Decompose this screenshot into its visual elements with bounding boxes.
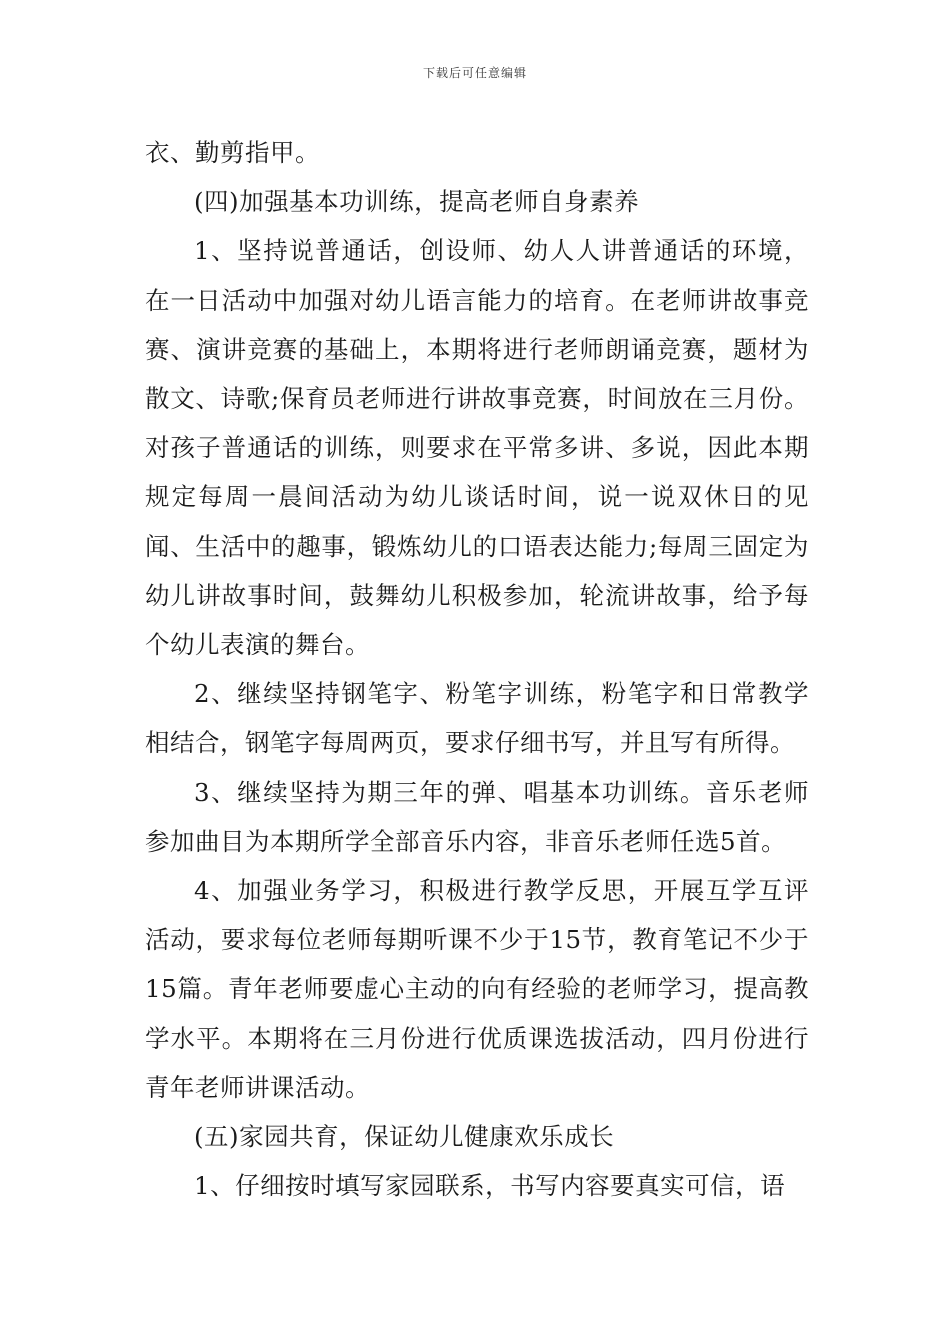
section-heading: (五)家园共育，保证幼儿健康欢乐成长 — [194, 1122, 615, 1152]
paragraph: 2、继续坚持钢笔字、粉笔字训练，粉笔字和日常教学相结合，钢笔字每周两页，要求仔细书写，并且写有所得。 — [145, 679, 809, 758]
paragraph: 4、加强业务学习，积极进行教学反思，开展互学互评活动，要求每位老师每期听课不少于15节，教育笔记不少于15篇。青年老师要虚心主动的向有经验的老师学习，提高教学水平。本期将在三月份进行优质课选拔活动，四月份进行青年老师讲课活动。 — [145, 876, 809, 1102]
paragraph: 衣、勤剪指甲。 — [145, 138, 320, 167]
page-header: 下载后可任意编辑 — [422, 66, 527, 80]
paragraph: 3、继续坚持为期三年的弹、唱基本功训练。音乐老师参加曲目为本期所学全部音乐内容，非音乐老师任选5首。 — [145, 777, 809, 856]
document-body — [145, 128, 809, 1210]
paragraph: 1、坚持说普通话，创设师、幼人人讲普通话的环境，在一日活动中加强对幼儿语言能力的培育。在老师讲故事竞赛、演讲竞赛的基础上，本期将进行老师朗诵竞赛，题材为散文、诗歌;保育员老师进行讲故事竞赛，时间放在三月份。对孩子普通话的训练，则要求在平常多讲、多说，因此本期规定每周一晨间活动为幼儿谈话时间，说一说双休日的见闻、生活中的趣事，锻炼幼儿的口语表达能力;每周三固定为幼儿讲故事时间，鼓舞幼儿积极参加，轮流讲故事，给予每个幼儿表演的舞台。 — [145, 236, 809, 660]
section-heading: (四)加强基本功训练，提高老师自身素养 — [194, 187, 640, 217]
paragraph: 1、仔细按时填写家园联系，书写内容要真实可信，语 — [194, 1171, 786, 1201]
